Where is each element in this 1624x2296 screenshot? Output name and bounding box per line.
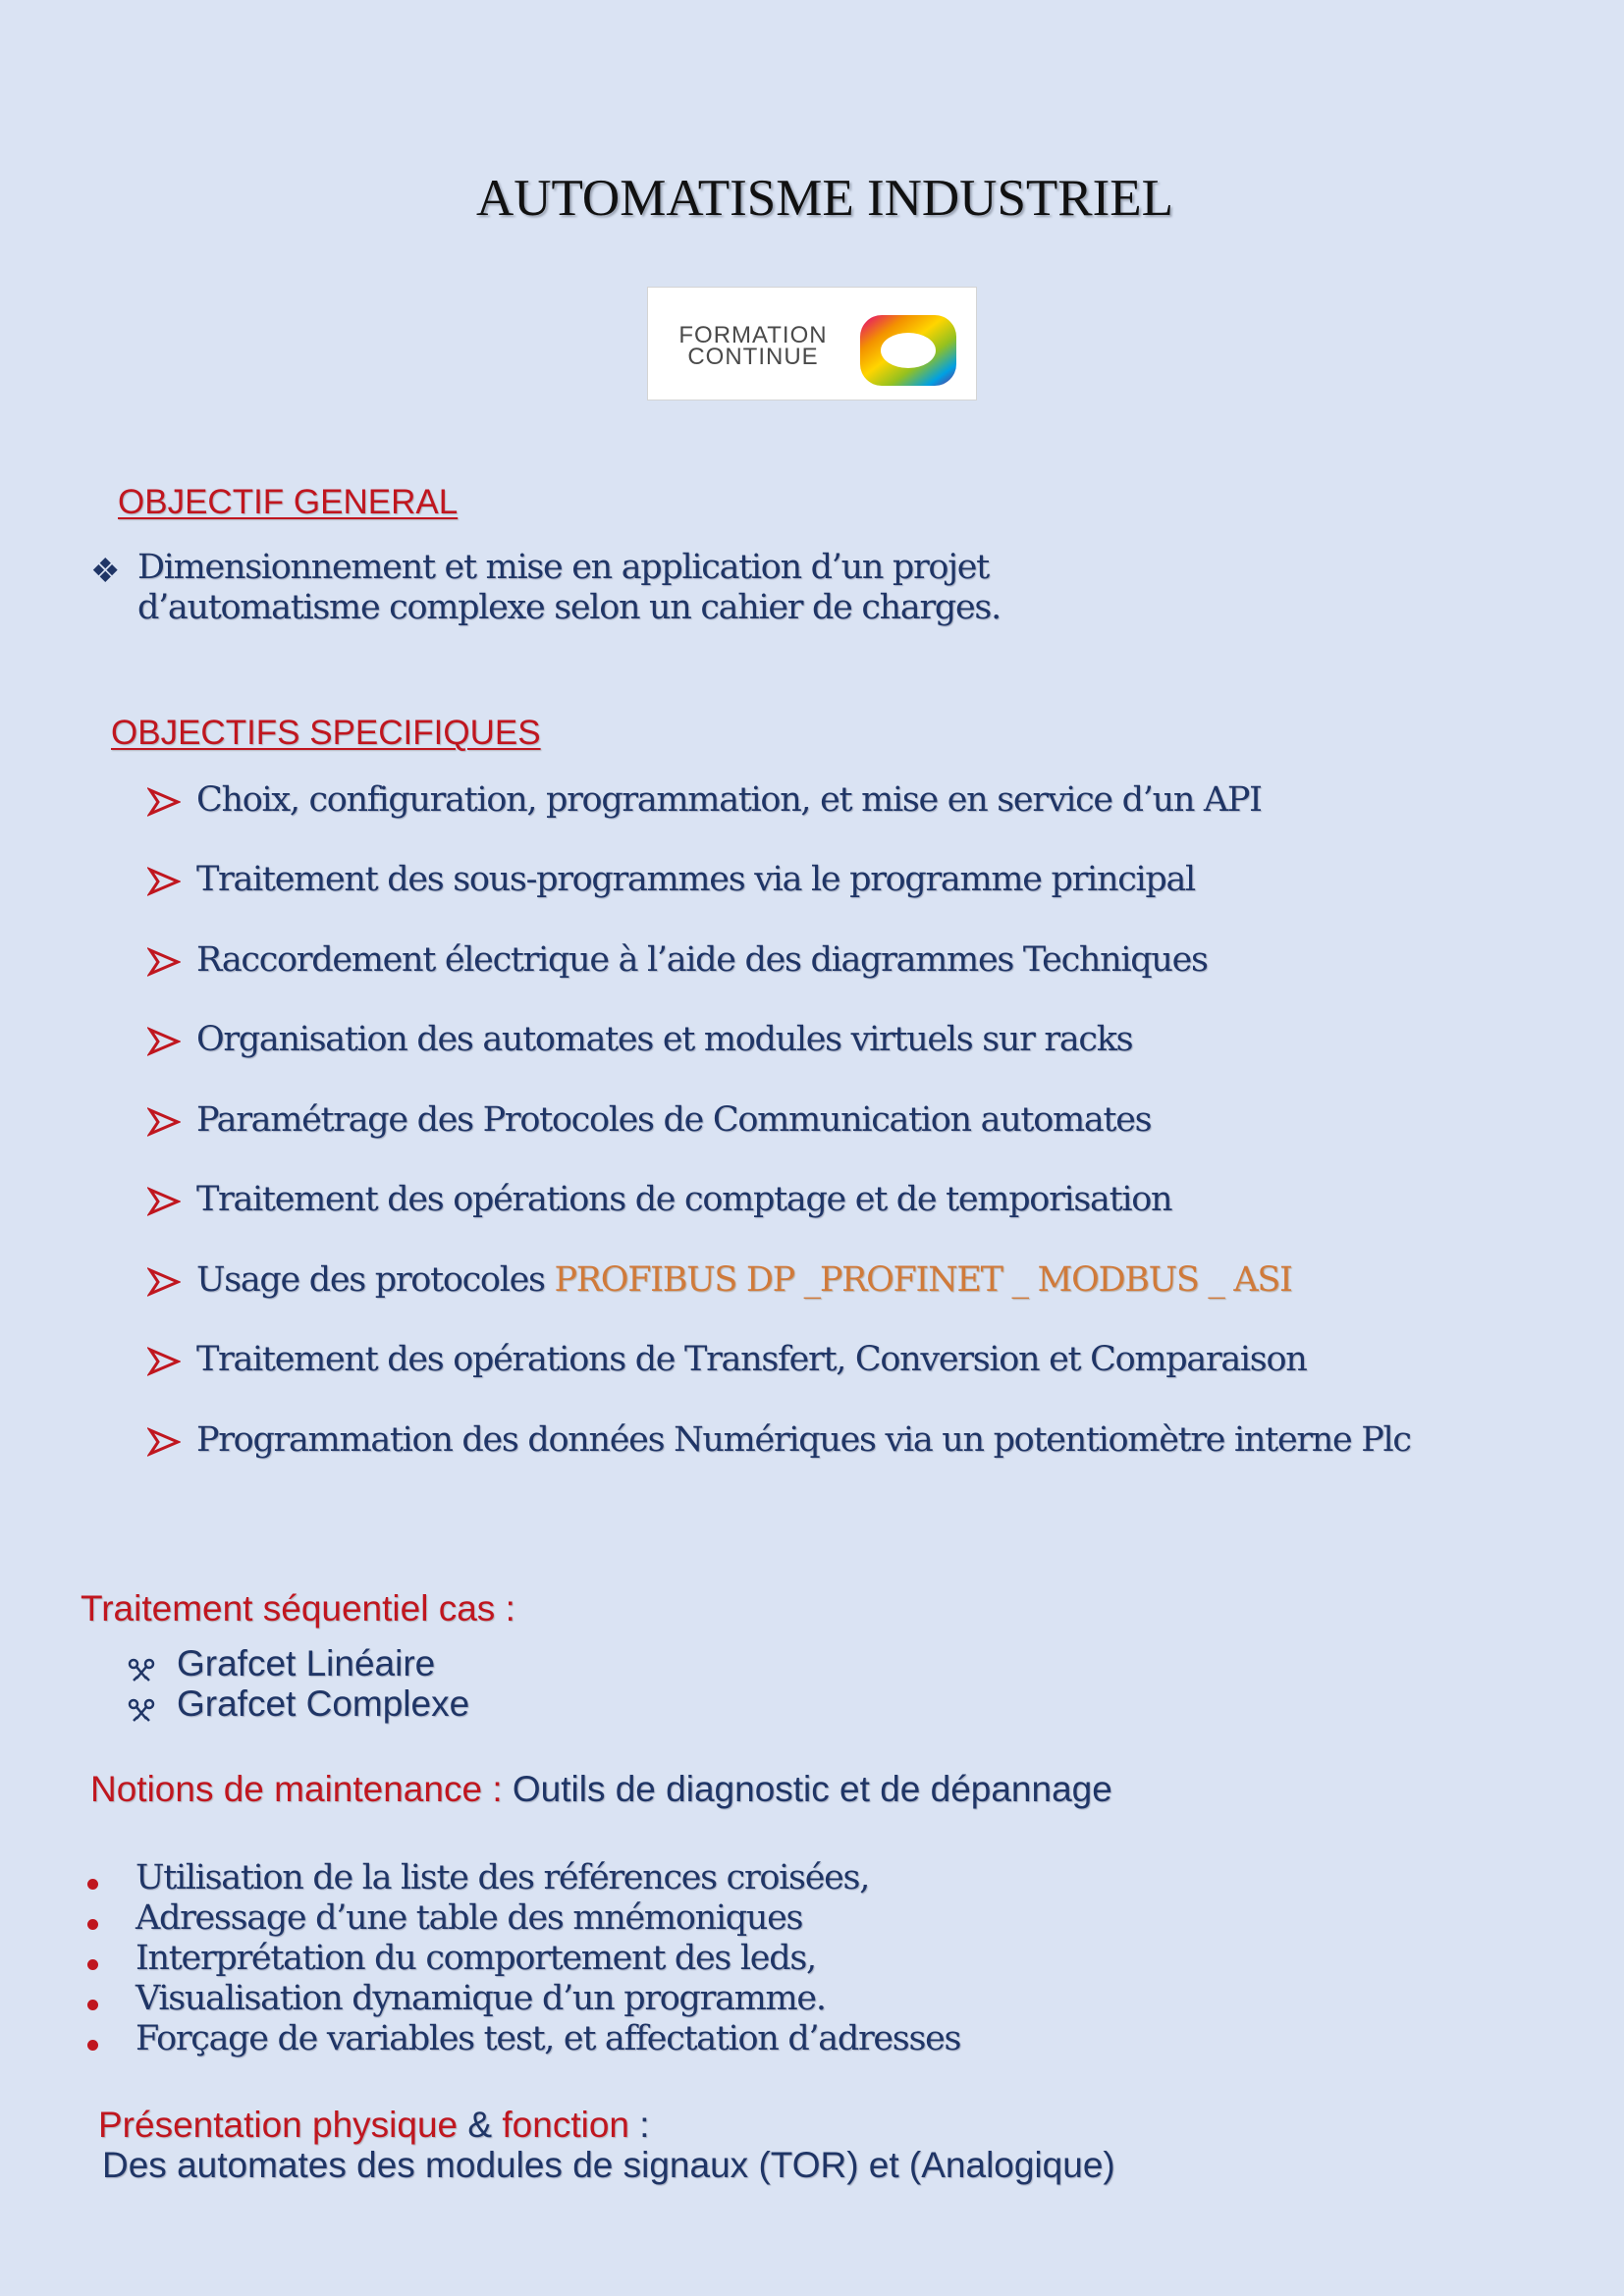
diamond-bullet-icon: ❖: [90, 552, 121, 591]
logo-text: [660, 322, 846, 370]
maintenance-subtitle: Outils de diagnostic et de dépannage: [502, 1769, 1112, 1809]
page-title: AUTOMATISME INDUSTRIEL: [475, 170, 1174, 227]
traitement-item-1: Grafcet Linéaire: [177, 1643, 436, 1683]
presentation-colon: :: [628, 2105, 650, 2145]
objectif-general-heading: OBJECTIF GENERAL: [118, 483, 459, 521]
maintenance-item-4: Visualisation dynamique d’un programme.: [135, 1979, 826, 2018]
formation-continue-logo: [647, 287, 977, 400]
scissors-bullet-icon: [128, 1697, 155, 1725]
objectifs-specifiques-heading: OBJECTIFS SPECIFIQUES: [111, 714, 541, 752]
presentation-amp: &: [458, 2105, 503, 2145]
spec-item-7-text: Usage des protocoles: [196, 1260, 555, 1300]
maintenance-item-1: Utilisation de la liste des références croisées,: [135, 1858, 870, 1897]
arrow-bullet-icon: [147, 1187, 181, 1216]
bullet-dot-icon: [87, 1959, 98, 1970]
presentation-part-1: Présentation physique: [98, 2105, 459, 2145]
arrow-bullet-icon: [147, 787, 181, 817]
traitement-heading: Traitement séquentiel cas :: [81, 1588, 515, 1629]
maintenance-item-3: Interprétation du comportement des leds,: [135, 1939, 816, 1978]
spec-item-1: Choix, configuration, programmation, et mise en service d’un API: [196, 780, 1262, 820]
objectif-general-line-2: d’automatisme complexe selon un cahier de charges.: [137, 588, 1001, 627]
spec-item-6: Traitement des opérations de comptage et de temporisation: [196, 1180, 1172, 1219]
spec-item-5: Paramétrage des Protocoles de Communication automates: [196, 1100, 1152, 1140]
bullet-dot-icon: [87, 1879, 98, 1890]
logo-line-2: CONTINUE: [687, 344, 819, 370]
scissors-bullet-icon: [128, 1657, 155, 1684]
arrow-bullet-icon: [147, 1107, 181, 1137]
spec-item-7: [196, 1260, 1292, 1300]
logo-ring-icon: [858, 313, 958, 388]
bullet-dot-icon: [87, 1919, 98, 1930]
bullet-dot-icon: [87, 2000, 98, 2010]
spec-item-8: Traitement des opérations de Transfert, Conversion et Comparaison: [196, 1340, 1307, 1379]
arrow-bullet-icon: [147, 1347, 181, 1376]
spec-item-9: Programmation des données Numériques via un potentiomètre interne Plc: [196, 1420, 1411, 1460]
logo-line-1: FORMATION: [678, 322, 828, 348]
presentation-heading: [98, 2105, 650, 2146]
arrow-bullet-icon: [147, 947, 181, 977]
arrow-bullet-icon: [147, 1027, 181, 1056]
spec-item-2: Traitement des sous-programmes via le programme principal: [196, 860, 1195, 899]
presentation-line-2: Des automates des modules de signaux (TOR) et (Analogique): [102, 2145, 1115, 2185]
maintenance-item-5: Forçage de variables test, et affectation d’adresses: [135, 2019, 961, 2058]
bullet-dot-icon: [87, 2040, 98, 2051]
maintenance-item-2: Adressage d’une table des mnémoniques: [135, 1898, 803, 1938]
traitement-item-2: Grafcet Complexe: [177, 1683, 470, 1724]
spec-item-4: Organisation des automates et modules virtuels sur racks: [196, 1020, 1133, 1059]
protocols-highlight: PROFIBUS DP _PROFINET _ MODBUS _ ASI: [554, 1260, 1292, 1300]
arrow-bullet-icon: [147, 1267, 181, 1297]
spec-item-3: Raccordement électrique à l’aide des diagrammes Techniques: [196, 940, 1208, 980]
presentation-part-2: fonction: [502, 2105, 629, 2145]
arrow-bullet-icon: [147, 867, 181, 896]
objectif-general-line-1: Dimensionnement et mise en application d’un projet: [137, 548, 989, 587]
arrow-bullet-icon: [147, 1427, 181, 1457]
maintenance-heading: Notions de maintenance :: [90, 1769, 503, 1809]
maintenance-heading-line: [90, 1769, 1112, 1810]
